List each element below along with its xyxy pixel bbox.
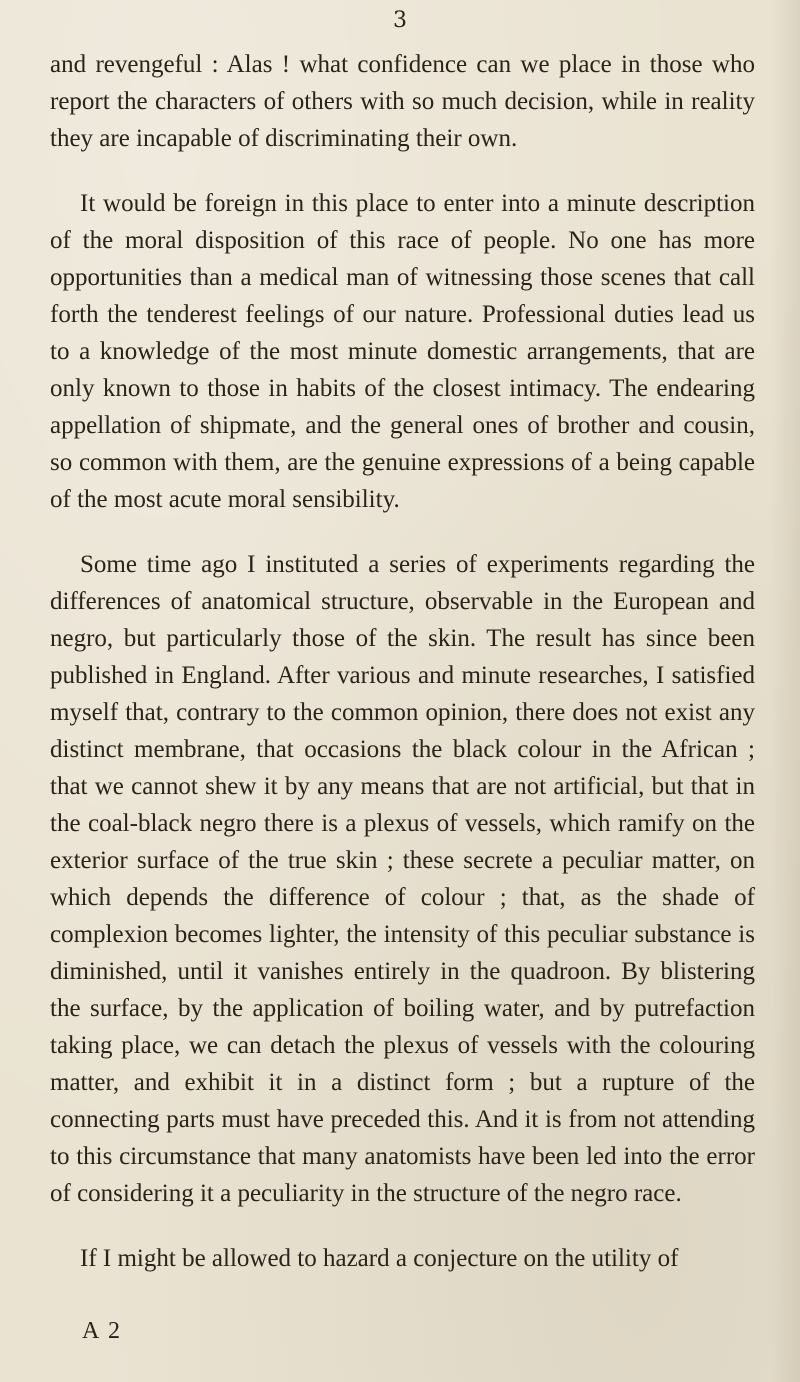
body-text (50, 46, 755, 1305)
signature-mark: A 2 (82, 1318, 123, 1344)
paragraph-2: It would be foreign in this place to enter into a minute description of the moral disposition of this race of people. No one has more opportunities than a medical man of witnessing those scenes that call forth the tenderest feelings of our nature. Professional duties lead us to a knowledge of the most minute domestic arrangements, that are only known to those in habits of the closest intimacy. The endearing appellation of shipmate, and the general ones of brother and cousin, so common with them, are the genuine expressions of a being capable of the most acute moral sensibility. (50, 190, 755, 513)
paragraph-1: and revengeful : Alas ! what confidence can we place in those who report the characters of others with so much decision, while in reality they are incapable of discriminating their own. (50, 51, 755, 152)
paragraph-3: Some time ago I instituted a series of experiments regarding the differences of anatomical structure, observable in the European and negro, but particularly those of the skin. The result has since been published in England. After various and minute researches, I satisfied myself that, contrary to the common opinion, there does not exist any distinct membrane, that occasions the black colour in the African ; that we cannot shew it by any means that are not artificial, but that in the coal-black negro there is a plexus of vessels, which ramify on the exterior surface of the true skin ; these secrete a peculiar matter, on which depends the difference of colour ; that, as the shade of complexion becomes lighter, the intensity of this peculiar substance is diminished, until it vanishes entirely in the quadroon. By blistering the surface, by the application of boiling water, and by putrefaction taking place, we can detach the plexus of vessels with the colouring matter, and exhibit it in a distinct form ; but a rupture of the connecting parts must have preceded this. And it is from not attending to this circumstance that many anatomists have been led into the error of considering it a peculiarity in the structure of the negro race. (50, 551, 755, 1207)
page-number: 3 (393, 8, 407, 33)
paragraph-4: If I might be allowed to hazard a conjecture on the utility of (80, 1245, 679, 1272)
page-edge-shadow (770, 0, 800, 1382)
